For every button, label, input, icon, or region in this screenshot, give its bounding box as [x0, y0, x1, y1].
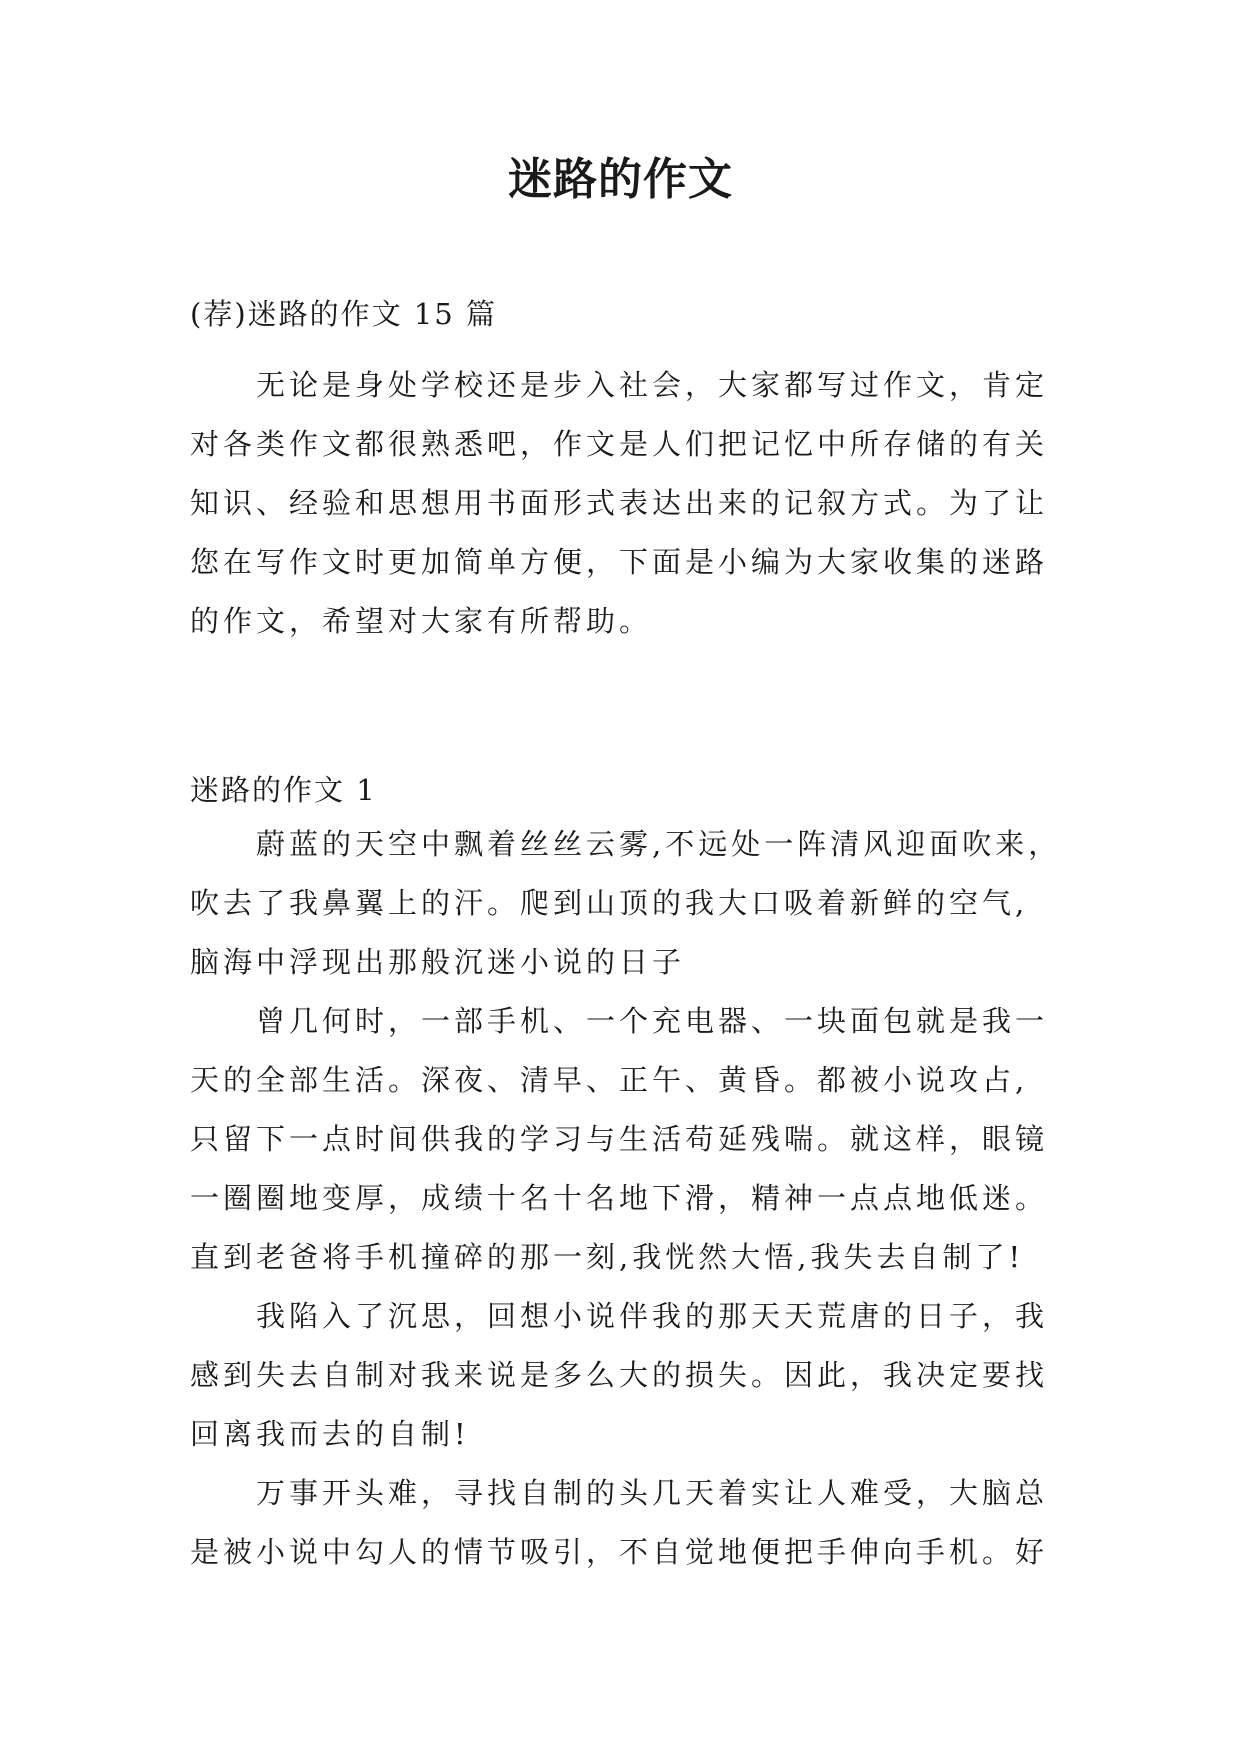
paragraph-line: 感到失去自制对我来说是多么大的损失。因此，我决定要找	[190, 1358, 1049, 1392]
paragraph-line: 的作文，希望对大家有所帮助。	[190, 604, 653, 638]
paragraph-line: 脑海中浮现出那般沉迷小说的日子	[190, 945, 686, 979]
body-text	[190, 815, 1062, 1582]
paragraph-line: 天的全部生活。深夜、清早、正午、黄昏。都被小说攻占,	[190, 1063, 1029, 1097]
paragraph-line: 万事开头难，寻找自制的头几天着实让人难受，大脑总	[256, 1476, 1049, 1510]
subtitle: (荐)迷路的作文 15 篇	[190, 297, 497, 331]
paragraph-line: 回离我而去的自制!	[190, 1417, 470, 1451]
page-title: 迷路的作文	[508, 154, 733, 205]
paragraph-line: 一圈圈地变厚，成绩十名十名地下滑，精神一点点地低迷。	[190, 1181, 1049, 1215]
section-heading: 迷路的作文 1	[190, 773, 377, 807]
paragraph-line: 对各类作文都很熟悉吧，作文是人们把记忆中所存储的有关	[190, 427, 1049, 461]
paragraph-line: 吹去了我鼻翼上的汗。爬到山顶的我大口吸着新鲜的空气,	[190, 886, 1029, 920]
paragraph-line: 知识、经验和思想用书面形式表达出来的记叙方式。为了让	[190, 486, 1049, 520]
paragraph-line: 我陷入了沉思，回想小说伴我的那天天荒唐的日子，我	[256, 1299, 1049, 1333]
paragraph-line: 是被小说中勾人的情节吸引，不自觉地便把手伸向手机。好	[190, 1535, 1049, 1569]
paragraph-line: 蔚蓝的天空中飘着丝丝云雾,不远处一阵清风迎面吹来，	[256, 827, 1062, 861]
intro-paragraph	[190, 356, 1050, 651]
paragraph-line: 只留下一点时间供我的学习与生活苟延残喘。就这样，眼镜	[190, 1122, 1049, 1156]
paragraph-line: 您在写作文时更加简单方便，下面是小编为大家收集的迷路	[190, 545, 1049, 579]
paragraph-line: 曾几何时，一部手机、一个充电器、一块面包就是我一	[256, 1004, 1049, 1038]
paragraph-line: 直到老爸将手机撞碎的那一刻,我恍然大悟,我失去自制了!	[190, 1240, 1025, 1274]
paragraph-line: 无论是身处学校还是步入社会，大家都写过作文，肯定	[256, 368, 1049, 402]
